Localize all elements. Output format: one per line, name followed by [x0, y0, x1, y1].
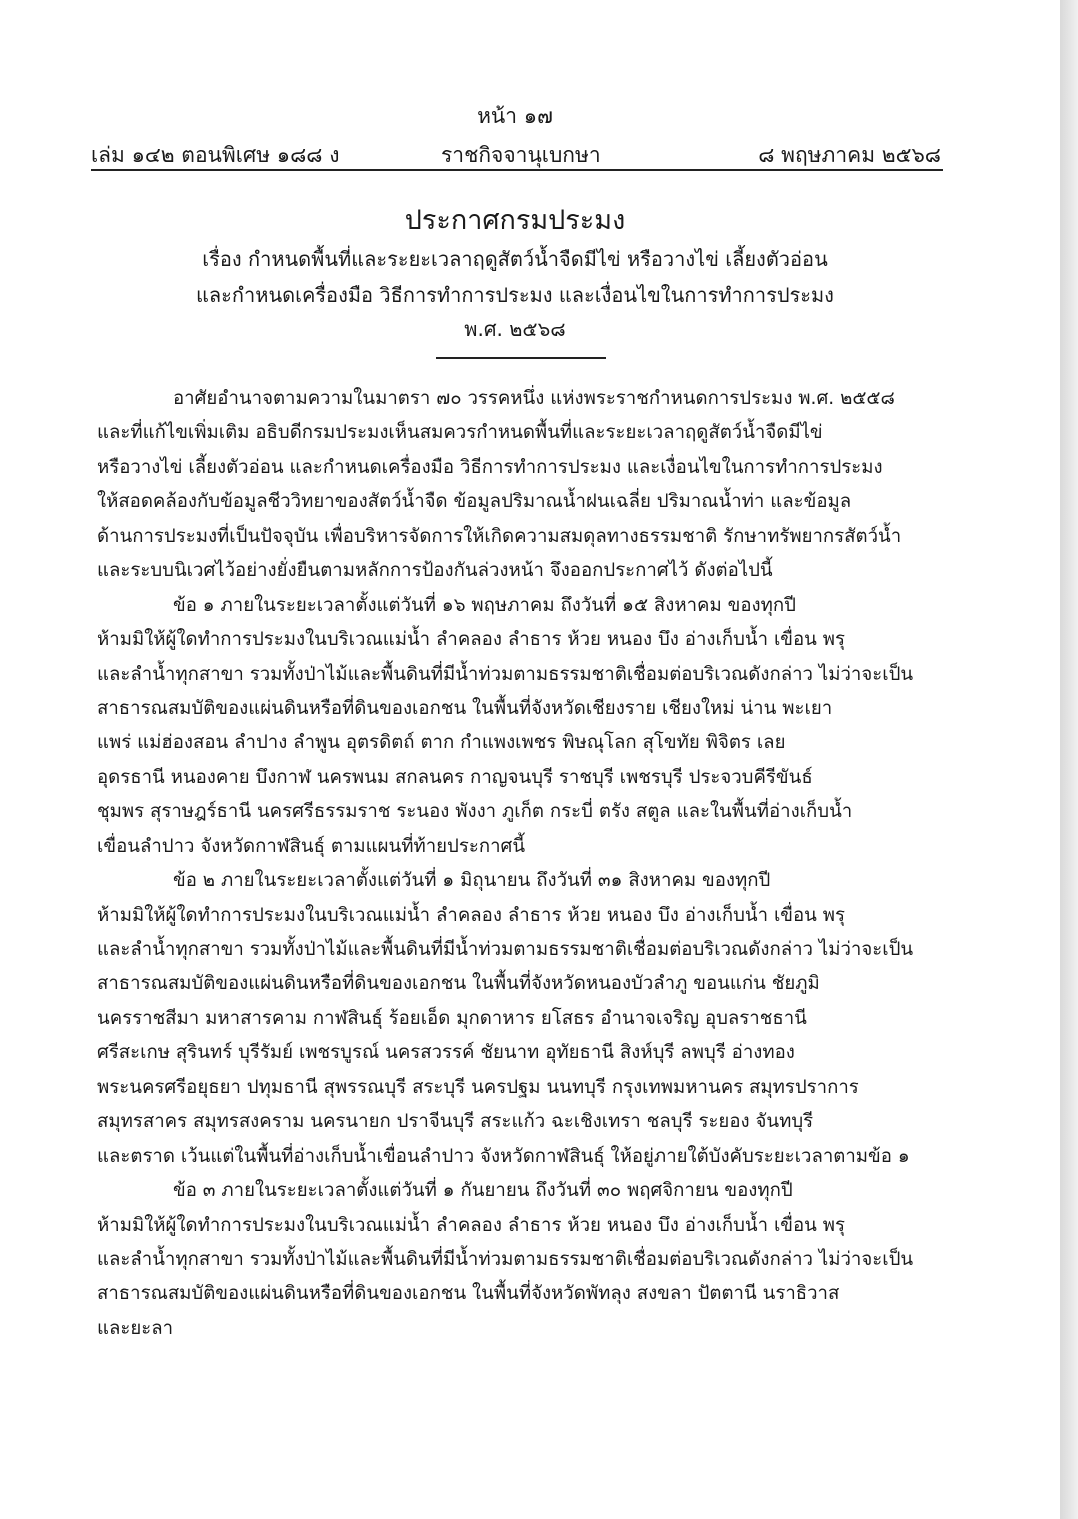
body-line: และลำน้ำทุกสาขา รวมทั้งป่าไม้และพื้นดินที่มีน้ำท่วมตามธรรมชาติเชื่อมต่อบริเวณดังกล่าว ไม่ว่าจะเป็น — [97, 1248, 914, 1270]
volume-issue: เล่ม ๑๔๒ ตอนพิเศษ ๑๘๘ ง — [91, 143, 340, 167]
subject-line-1: เรื่อง กำหนดพื้นที่และระยะเวลาฤดูสัตว์น้ำจืดมีไข่ หรือวางไข่ เลี้ยงตัวอ่อน — [202, 247, 828, 271]
body-line: หรือวางไข่ เลี้ยงตัวอ่อน และกำหนดเครื่องมือ วิธีการทำการประมง และเงื่อนไขในการทำการประมง — [97, 456, 883, 478]
clause-2-heading: ข้อ ๒ ภายในระยะเวลาตั้งแต่วันที่ ๑ มิถุนายน ถึงวันที่ ๓๑ สิงหาคม ของทุกปี — [173, 870, 771, 892]
body-line: ด้านการประมงที่เป็นปัจจุบัน เพื่อบริหารจัดการให้เกิดความสมดุลทางธรรมชาติ รักษาทรัพยากรสัตว์น้ำ — [97, 525, 902, 547]
clause-1-heading: ข้อ ๑ ภายในระยะเวลาตั้งแต่วันที่ ๑๖ พฤษภาคม ถึงวันที่ ๑๕ สิงหาคม ของทุกปี — [173, 594, 796, 616]
subject-line-2: และกำหนดเครื่องมือ วิธีการทำการประมง และเงื่อนไขในการทำการประมง — [196, 283, 834, 307]
body-line: พระนครศรีอยุธยา ปทุมธานี สุพรรณบุรี สระบุรี นครปฐม นนทบุรี กรุงเทพมหานคร สมุทรปราการ — [97, 1076, 859, 1098]
body-line: และระบบนิเวศไว้อย่างยั่งยืนตามหลักการป้องกันล่วงหน้า จึงออกประกาศไว้ ดังต่อไปนี้ — [97, 560, 773, 582]
page-number: หน้า ๑๗ — [477, 104, 553, 128]
body-line: และลำน้ำทุกสาขา รวมทั้งป่าไม้และพื้นดินที่มีน้ำท่วมตามธรรมชาติเชื่อมต่อบริเวณดังกล่าว ไม่ว่าจะเป็น — [97, 663, 914, 685]
body-line: อาศัยอำนาจตามความในมาตรา ๗๐ วรรคหนึ่ง แห่งพระราชกำหนดการประมง พ.ศ. ๒๕๕๘ — [173, 388, 895, 409]
body-line: แพร่ แม่ฮ่องสอน ลำปาง ลำพูน อุตรดิตถ์ ตาก กำแพงเพชร พิษณุโลก สุโขทัย พิจิตร เลย — [97, 732, 786, 754]
body-line: สาธารณสมบัติของแผ่นดินหรือที่ดินของเอกชน ในพื้นที่จังหวัดพัทลุง สงขลา ปัตตานี นราธิวาส — [97, 1283, 840, 1305]
announcement-body — [97, 382, 935, 1346]
body-line: และลำน้ำทุกสาขา รวมทั้งป่าไม้และพื้นดินที่มีน้ำท่วมตามธรรมชาติเชื่อมต่อบริเวณดังกล่าว ไม่ว่าจะเป็น — [97, 939, 914, 960]
body-line: ชุมพร สุราษฎร์ธานี นครศรีธรรมราช ระนอง พังงา ภูเก็ต กระบี่ ตรัง สตูล และในพื้นที่อ่างเก็บน้ำ — [97, 801, 853, 823]
body-line: และตราด เว้นแต่ในพื้นที่อ่างเก็บน้ำเขื่อนลำปาว จังหวัดกาฬสินธุ์ ให้อยู่ภายใต้บังคับระยะเวลาตามข้อ ๑ — [97, 1145, 910, 1167]
body-line: นครราชสีมา มหาสารคาม กาฬสินธุ์ ร้อยเอ็ด มุกดาหาร ยโสธร อำนาจเจริญ อุบลราชธานี — [97, 1007, 807, 1029]
body-line: ศรีสะเกษ สุรินทร์ บุรีรัมย์ เพชรบูรณ์ นครสวรรค์ ชัยนาท อุทัยธานี สิงห์บุรี ลพบุรี อ่างทอง — [97, 1042, 795, 1064]
body-line: และยะลา — [97, 1317, 174, 1339]
title-divider — [436, 357, 606, 359]
body-line: และที่แก้ไขเพิ่มเติม อธิบดีกรมประมงเห็นสมควรกำหนดพื้นที่และระยะเวลาฤดูสัตว์น้ำจืดมีไข่ — [97, 422, 823, 444]
gazette-name: ราชกิจจานุเบกษา — [441, 143, 601, 167]
body-line: เขื่อนลำปาว จังหวัดกาฬสินธุ์ ตามแผนที่ท้ายประกาศนี้ — [97, 835, 526, 857]
page-edge-shadow — [1060, 0, 1078, 1519]
announcement-title: ประกาศกรมประมง — [404, 205, 626, 236]
body-line: สมุทรสาคร สมุทรสงคราม นครนายก ปราจีนบุรี สระแก้ว ฉะเชิงเทรา ชลบุรี ระยอง จันทบุรี — [97, 1111, 814, 1133]
body-line: ห้ามมิให้ผู้ใดทำการประมงในบริเวณแม่น้ำ ลำคลอง ลำธาร ห้วย หนอง บึง อ่างเก็บน้ำ เขื่อน พรุ — [97, 1214, 846, 1236]
gazette-header — [91, 139, 941, 169]
body-line: สาธารณสมบัติของแผ่นดินหรือที่ดินของเอกชน ในพื้นที่จังหวัดเชียงราย เชียงใหม่ น่าน พะเยา — [97, 697, 833, 719]
body-line: ห้ามมิให้ผู้ใดทำการประมงในบริเวณแม่น้ำ ลำคลอง ลำธาร ห้วย หนอง บึง อ่างเก็บน้ำ เขื่อน พรุ — [97, 629, 846, 651]
body-line: ห้ามมิให้ผู้ใดทำการประมงในบริเวณแม่น้ำ ลำคลอง ลำธาร ห้วย หนอง บึง อ่างเก็บน้ำ เขื่อน พรุ — [97, 904, 846, 926]
body-line: ให้สอดคล้องกับข้อมูลชีววิทยาของสัตว์น้ำจืด ข้อมูลปริมาณน้ำฝนเฉลี่ย ปริมาณน้ำท่า และข้อมูล — [97, 491, 852, 513]
clause-3-heading: ข้อ ๓ ภายในระยะเวลาตั้งแต่วันที่ ๑ กันยายน ถึงวันที่ ๓๐ พฤศจิกายน ของทุกปี — [173, 1180, 793, 1202]
subject-year: พ.ศ. ๒๕๖๘ — [464, 317, 566, 341]
body-line: สาธารณสมบัติของแผ่นดินหรือที่ดินของเอกชน ในพื้นที่จังหวัดหนองบัวลำภู ขอนแก่น ชัยภูมิ — [97, 973, 820, 995]
header-divider — [91, 169, 943, 171]
body-line: อุดรธานี หนองคาย บึงกาฬ นครพนม สกลนคร กาญจนบุรี ราชบุรี เพชรบุรี ประจวบคีรีขันธ์ — [97, 766, 813, 788]
gazette-date: ๘ พฤษภาคม ๒๕๖๘ — [758, 143, 941, 167]
